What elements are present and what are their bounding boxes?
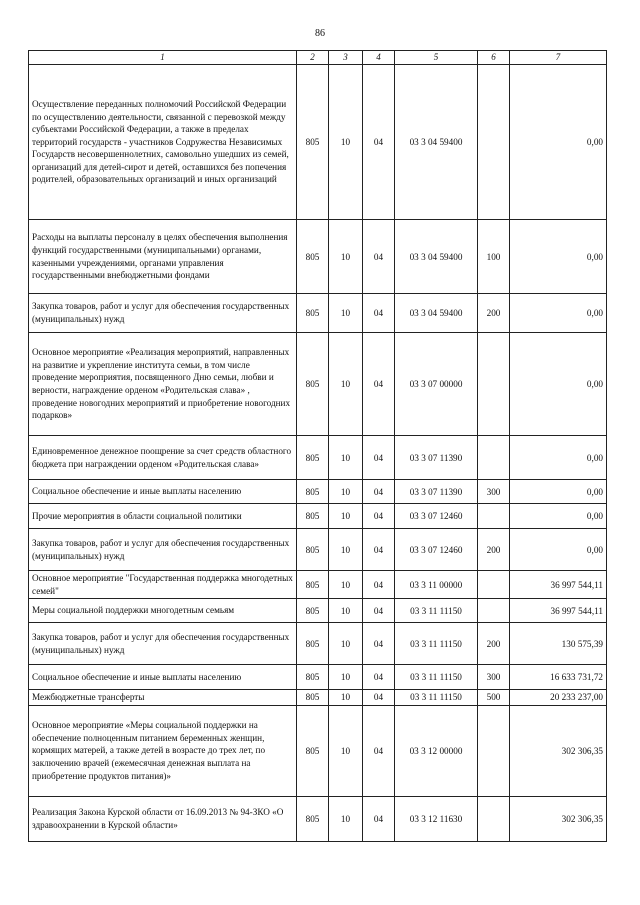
table-row — [29, 665, 607, 690]
row-ministry-code: 805 — [297, 504, 329, 529]
row-name: Закупка товаров, работ и услуг для обеспечения государственных (муниципальных) нужд — [29, 529, 297, 571]
row-expense-type: 300 — [478, 665, 510, 690]
row-ministry-code: 805 — [297, 65, 329, 220]
row-section: 10 — [329, 599, 363, 623]
row-amount: 20 233 237,00 — [510, 690, 607, 706]
row-name: Осуществление переданных полномочий Российской Федерации по осуществлению деятельности, связанной с перевозкой между субъектами Российской Федерации, а также в пределах территорий государств - участников Содружества Независимых Государств несовершеннолетних, самовольно ушедших из семей, организаций для детей-сирот и детей, оставшихся без попечения родителей, образовательных организаций и иных организаций — [29, 65, 297, 220]
row-amount: 0,00 — [510, 480, 607, 504]
row-subsection: 04 — [363, 623, 395, 665]
row-amount: 0,00 — [510, 65, 607, 220]
row-ministry-code: 805 — [297, 705, 329, 796]
page-number: 86 — [315, 28, 325, 39]
table-row — [29, 623, 607, 665]
row-amount: 0,00 — [510, 529, 607, 571]
row-amount: 36 997 544,11 — [510, 599, 607, 623]
row-amount: 302 306,35 — [510, 796, 607, 841]
header-col-2: 2 — [297, 51, 329, 65]
row-name: Основное мероприятие «Меры социальной поддержки на обеспечение полноценным питанием беременных женщин, кормящих матерей, а также детей в возрасте до трех лет, по заключению врачей (ежемесячная денежная выплата на приобретение продуктов питания)» — [29, 705, 297, 796]
row-expense-type — [478, 705, 510, 796]
row-amount: 16 633 731,72 — [510, 665, 607, 690]
table-row — [29, 504, 607, 529]
row-section: 10 — [329, 65, 363, 220]
row-expense-type: 500 — [478, 690, 510, 706]
row-name: Расходы на выплаты персоналу в целях обеспечения выполнения функций государственными (муниципальными) органами, казенными учреждениями, органами управления государственными внебюджетными фондами — [29, 220, 297, 294]
row-section: 10 — [329, 705, 363, 796]
row-section: 10 — [329, 796, 363, 841]
row-ministry-code: 805 — [297, 436, 329, 480]
row-amount: 302 306,35 — [510, 705, 607, 796]
table-row — [29, 599, 607, 623]
row-subsection: 04 — [363, 333, 395, 436]
table-row — [29, 436, 607, 480]
row-name: Социальное обеспечение и иные выплаты населению — [29, 480, 297, 504]
row-expense-type: 300 — [478, 480, 510, 504]
row-target-article: 03 3 04 59400 — [395, 65, 478, 220]
row-ministry-code: 805 — [297, 333, 329, 436]
row-target-article: 03 3 11 00000 — [395, 571, 478, 599]
row-section: 10 — [329, 690, 363, 706]
row-expense-type — [478, 796, 510, 841]
row-target-article: 03 3 07 12460 — [395, 504, 478, 529]
row-section: 10 — [329, 623, 363, 665]
row-name: Единовременное денежное поощрение за счет средств областного бюджета при награждении орденом «Родительская слава» — [29, 436, 297, 480]
row-name: Закупка товаров, работ и услуг для обеспечения государственных (муниципальных) нужд — [29, 294, 297, 333]
row-name: Межбюджетные трансферты — [29, 690, 297, 706]
row-target-article: 03 3 11 11150 — [395, 690, 478, 706]
row-ministry-code: 805 — [297, 480, 329, 504]
table-row — [29, 65, 607, 220]
row-ministry-code: 805 — [297, 665, 329, 690]
row-target-article: 03 3 11 11150 — [395, 665, 478, 690]
table-row — [29, 796, 607, 841]
row-expense-type — [478, 571, 510, 599]
row-target-article: 03 3 12 00000 — [395, 705, 478, 796]
row-section: 10 — [329, 480, 363, 504]
row-subsection: 04 — [363, 571, 395, 599]
row-section: 10 — [329, 665, 363, 690]
row-name: Прочие мероприятия в области социальной политики — [29, 504, 297, 529]
budget-table — [28, 50, 607, 842]
row-name: Основное мероприятие «Реализация мероприятий, направленных на развитие и укрепление института семьи, в том числе проведение мероприятия, посвященного Дню семьи, любви и верности, награждение орденом «Родительская слава» , проведение новогодних мероприятий и приобретение новогодних подарков» — [29, 333, 297, 436]
row-target-article: 03 3 07 11390 — [395, 480, 478, 504]
row-subsection: 04 — [363, 690, 395, 706]
table-row — [29, 480, 607, 504]
row-subsection: 04 — [363, 796, 395, 841]
row-name: Закупка товаров, работ и услуг для обеспечения государственных (муниципальных) нужд — [29, 623, 297, 665]
row-expense-type: 200 — [478, 623, 510, 665]
row-ministry-code: 805 — [297, 294, 329, 333]
row-expense-type: 100 — [478, 220, 510, 294]
row-ministry-code: 805 — [297, 599, 329, 623]
row-section: 10 — [329, 529, 363, 571]
row-ministry-code: 805 — [297, 529, 329, 571]
table-row — [29, 529, 607, 571]
row-target-article: 03 3 04 59400 — [395, 220, 478, 294]
header-col-1: 1 — [29, 51, 297, 65]
table-row — [29, 571, 607, 599]
row-section: 10 — [329, 294, 363, 333]
row-subsection: 04 — [363, 599, 395, 623]
row-subsection: 04 — [363, 220, 395, 294]
row-expense-type — [478, 599, 510, 623]
table-row — [29, 220, 607, 294]
row-name: Меры социальной поддержки многодетным семьям — [29, 599, 297, 623]
row-expense-type — [478, 504, 510, 529]
row-expense-type — [478, 65, 510, 220]
row-section: 10 — [329, 333, 363, 436]
row-name: Реализация Закона Курской области от 16.09.2013 № 94-ЗКО «О здравоохранении в Курской области» — [29, 796, 297, 841]
row-ministry-code: 805 — [297, 796, 329, 841]
header-col-4: 4 — [363, 51, 395, 65]
header-col-5: 5 — [395, 51, 478, 65]
row-subsection: 04 — [363, 65, 395, 220]
row-subsection: 04 — [363, 665, 395, 690]
row-ministry-code: 805 — [297, 623, 329, 665]
row-section: 10 — [329, 220, 363, 294]
row-ministry-code: 805 — [297, 571, 329, 599]
row-amount: 0,00 — [510, 294, 607, 333]
row-amount: 0,00 — [510, 333, 607, 436]
row-subsection: 04 — [363, 294, 395, 333]
row-target-article: 03 3 07 00000 — [395, 333, 478, 436]
row-target-article: 03 3 04 59400 — [395, 294, 478, 333]
row-target-article: 03 3 07 11390 — [395, 436, 478, 480]
table-row — [29, 690, 607, 706]
row-target-article: 03 3 12 11630 — [395, 796, 478, 841]
row-expense-type — [478, 436, 510, 480]
row-ministry-code: 805 — [297, 690, 329, 706]
row-section: 10 — [329, 436, 363, 480]
table-row — [29, 294, 607, 333]
row-subsection: 04 — [363, 504, 395, 529]
row-target-article: 03 3 11 11150 — [395, 599, 478, 623]
row-subsection: 04 — [363, 529, 395, 571]
row-target-article: 03 3 11 11150 — [395, 623, 478, 665]
row-name: Социальное обеспечение и иные выплаты населению — [29, 665, 297, 690]
row-subsection: 04 — [363, 436, 395, 480]
table-header-row — [29, 51, 607, 65]
row-target-article: 03 3 07 12460 — [395, 529, 478, 571]
row-section: 10 — [329, 504, 363, 529]
row-amount: 36 997 544,11 — [510, 571, 607, 599]
table-row — [29, 705, 607, 796]
row-subsection: 04 — [363, 480, 395, 504]
header-col-3: 3 — [329, 51, 363, 65]
header-col-6: 6 — [478, 51, 510, 65]
row-amount: 0,00 — [510, 220, 607, 294]
row-amount: 0,00 — [510, 504, 607, 529]
row-section: 10 — [329, 571, 363, 599]
table-row — [29, 333, 607, 436]
row-name: Основное мероприятие "Государственная поддержка многодетных семей" — [29, 571, 297, 599]
row-ministry-code: 805 — [297, 220, 329, 294]
header-col-7: 7 — [510, 51, 607, 65]
row-subsection: 04 — [363, 705, 395, 796]
row-expense-type: 200 — [478, 294, 510, 333]
row-amount: 0,00 — [510, 436, 607, 480]
row-expense-type: 200 — [478, 529, 510, 571]
row-amount: 130 575,39 — [510, 623, 607, 665]
row-expense-type — [478, 333, 510, 436]
